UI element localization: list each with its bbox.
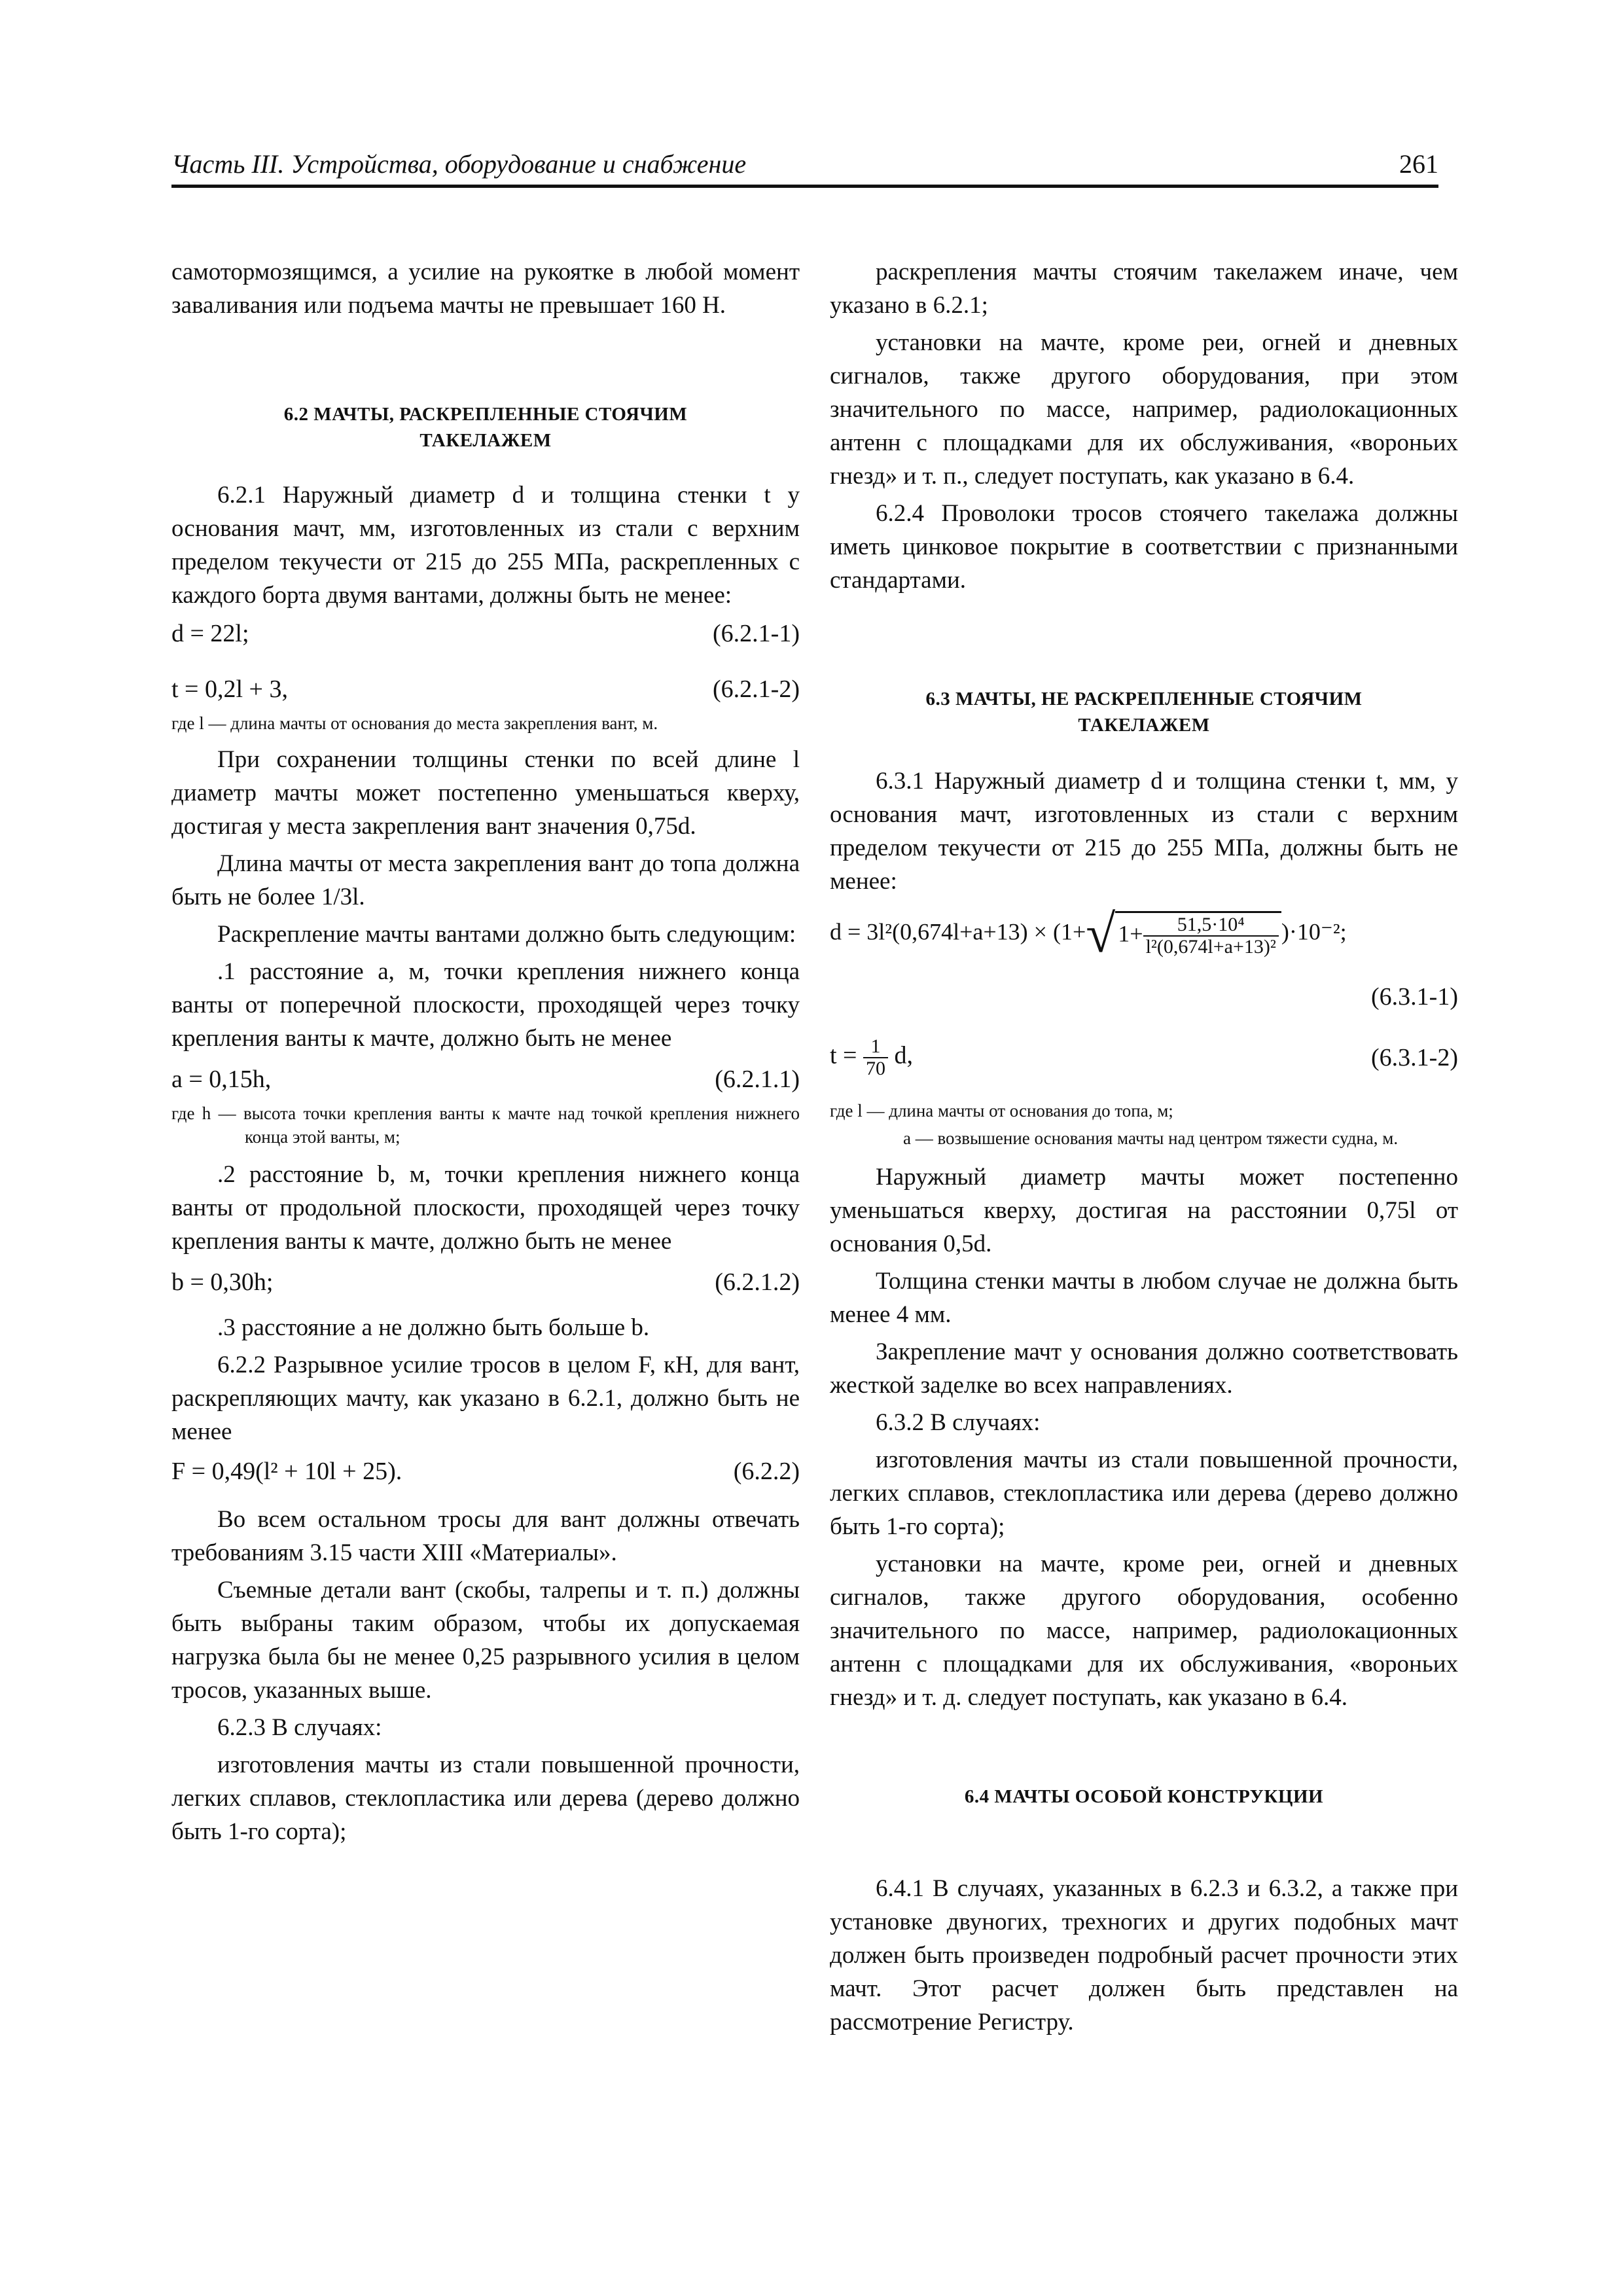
paragraph: установки на мачте, кроме реи, огней и дневных сигналов, также другого оборудования, при этом значительного по массе, например, радиолокационных антенн с площадками для их обслуживания, «вороньих гнезд» и т. п., следует поступать, как указано в 6.4.: [830, 329, 1458, 490]
equation-formula: t = 0,2l + 3,: [171, 675, 288, 703]
fraction-numerator: 1: [863, 1036, 888, 1058]
right-column: [830, 255, 1458, 2043]
equation-6-2-1-2-b: [171, 1266, 800, 1299]
equation-number: (6.3.1-2): [1371, 1043, 1458, 1071]
equation-6-2-1-1-a: [171, 1063, 800, 1096]
equation-number: (6.2.1.2): [715, 1268, 800, 1296]
paragraph-6-3-2: 6.3.2 В случаях:: [876, 1409, 1041, 1436]
sqrt-group: [1086, 904, 1281, 963]
equation-formula: [830, 1036, 913, 1079]
paragraph: .2 расстояние b, м, точки крепления нижнего конца ванты от продольной плоскости, проходящей через точку крепления ванты к мачте, должно быть не менее: [171, 1161, 800, 1255]
where-note: a — возвышение основания мачты над центром тяжести судна, м.: [903, 1128, 1399, 1148]
paragraph: При сохранении толщины стенки по всей длине l диаметр мачты может постепенно уменьшаться кверху, достигая у места закрепления вант значения 0,75d.: [171, 746, 800, 840]
equation-inner: 1+: [1118, 920, 1143, 946]
paragraph-6-2-1: 6.2.1 Наружный диаметр d и толщина стенки t у основания мачт, мм, изготовленных из стали с верхним пределом текучести от 215 до 255 МПа, раскрепленных с каждого борта двумя вантами, должны быть не менее:: [171, 482, 800, 609]
paragraph: .1 расстояние a, м, точки крепления нижнего конца ванты от поперечной плоскости, проходящей через точку крепления ванты к мачте, должно быть не менее: [171, 958, 800, 1052]
paragraph-6-2-4: 6.2.4 Проволоки тросов стоячего такелажа должны иметь цинковое покрытие в соответствии с признанными стандартами.: [830, 500, 1458, 594]
equation-right: d,: [894, 1041, 913, 1069]
sqrt-icon: √: [1086, 904, 1116, 963]
equation-6-3-1-2: [830, 1036, 1458, 1079]
left-column: [171, 255, 800, 1852]
equation-left: t =: [830, 1041, 857, 1069]
equation-number: (6.2.2): [733, 1458, 800, 1485]
fraction-denominator: l²(0,674l+a+13)²: [1145, 935, 1276, 958]
equation-formula: F = 0,49(l² + 10l + 25).: [171, 1458, 402, 1485]
where-note: где l — длина мачты от основания до топа, м;: [830, 1101, 1173, 1121]
paragraph: Съемные детали вант (скобы, талрепы и т. п.) должны быть выбраны таким образом, чтобы их допускаемая нагрузка была бы не менее 0,25 разрывного усилия в целом тросов, указанных выше.: [171, 1577, 800, 1704]
where-note: где l — длина мачты от основания до места закрепления вант, м.: [171, 713, 658, 733]
paragraph-6-3-1: 6.3.1 Наружный диаметр d и толщина стенки t, мм, у основания мачт, изготовленных из стали с верхним пределом текучести от 215 до 255 МПа, должны быть не менее:: [830, 768, 1458, 895]
paragraph-6-2-2: 6.2.2 Разрывное усилие тросов в целом F, кН, для вант, раскрепляющих мачту, как указано в 6.2.1, должно быть не менее: [171, 1352, 800, 1445]
paragraph: Толщина стенки мачты в любом случае не должна быть менее 4 мм.: [830, 1268, 1458, 1328]
where-note: где h — высота точки крепления ванты к мачте над точкой крепления нижнего конца этой ванты, м;: [171, 1103, 800, 1147]
paragraph: Раскрепление мачты вантами должно быть следующим:: [217, 921, 796, 948]
page-number: 261: [1399, 149, 1438, 179]
equation-6-3-1-1: [830, 904, 1458, 963]
equation-6-2-2: [171, 1455, 800, 1488]
section-heading-6-2: 6.2 МАЧТЫ, РАСКРЕПЛЕННЫЕ СТОЯЧИМ ТАКЕЛАЖЕМ: [283, 404, 688, 451]
paragraph: установки на мачте, кроме реи, огней и дневных сигналов, также другого оборудования, особенно значительного по массе, например, радиолокационных антенн с площадками для их обслуживания, «вороньих гнезд» и т. д. следует поступать, как указано в 6.4.: [830, 1551, 1458, 1711]
equation-number: (6.3.1-1): [1371, 983, 1458, 1011]
paragraph: Во всем остальном тросы для вант должны отвечать требованиям 3.15 части XIII «Материалы».: [171, 1506, 800, 1566]
paragraph-6-2-3: 6.2.3 В случаях:: [217, 1714, 382, 1741]
fraction: [1143, 914, 1279, 958]
equation-right: )·10⁻²;: [1281, 918, 1347, 945]
fraction-denominator: 70: [866, 1058, 885, 1079]
paragraph: Наружный диаметр мачты может постепенно уменьшаться кверху, достигая на расстоянии 0,75l от основания 0,5d.: [830, 1164, 1458, 1257]
paragraph: .3 расстояние a не должно быть больше b.: [217, 1314, 650, 1341]
equation-6-2-1-1: [171, 617, 800, 651]
running-header: [171, 145, 1438, 188]
header-title: Часть III. Устройства, оборудование и снабжение: [171, 149, 747, 179]
paragraph: самотормозящимся, а усилие на рукоятке в любой момент заваливания или подъема мачты не превышает 160 Н.: [171, 259, 800, 319]
equation-left: d = 3l²(0,674l+a+13) × (1+: [830, 918, 1086, 945]
section-heading-6-3: 6.3 МАЧТЫ, НЕ РАСКРЕПЛЕННЫЕ СТОЯЧИМ ТАКЕЛАЖЕМ: [925, 689, 1363, 736]
equation-6-2-1-2: [171, 673, 800, 706]
sqrt-body: [1115, 911, 1281, 958]
equation-number: (6.2.1-1): [713, 620, 800, 647]
paragraph: раскрепления мачты стоячим такелажем иначе, чем указано в 6.2.1;: [830, 259, 1458, 319]
equation-number: (6.2.1-2): [713, 675, 800, 703]
section-heading-6-4: 6.4 МАЧТЫ ОСОБОЙ КОНСТРУКЦИИ: [964, 1786, 1324, 1807]
equation-number: (6.2.1.1): [715, 1066, 800, 1093]
paragraph: изготовления мачты из стали повышенной прочности, легких сплавов, стеклопластика или дерева (дерево должно быть 1-го сорта);: [171, 1751, 800, 1845]
fraction-numerator: 51,5·10⁴: [1143, 914, 1279, 937]
paragraph-6-4-1: 6.4.1 В случаях, указанных в 6.2.3 и 6.3.2, а также при установке двуногих, трехногих и других подобных мачт должен быть произведен подробный расчет прочности этих мачт. Этот расчет должен быть представлен на рассмотрение Регистру.: [830, 1875, 1458, 2036]
paragraph: Длина мачты от места закрепления вант до топа должна быть не более 1/3l.: [171, 850, 800, 910]
paragraph: изготовления мачты из стали повышенной прочности, легких сплавов, стеклопластика или дерева (дерево должно быть 1-го сорта);: [830, 1446, 1458, 1540]
equation-number-row: [830, 980, 1458, 1014]
paragraph: Закрепление мачт у основания должно соответствовать жесткой заделке во всех направлениях.: [830, 1338, 1458, 1399]
equation-formula: a = 0,15h,: [171, 1066, 272, 1093]
equation-formula: d = 22l;: [171, 620, 249, 647]
equation-formula: b = 0,30h;: [171, 1268, 274, 1296]
fraction: [863, 1036, 888, 1079]
